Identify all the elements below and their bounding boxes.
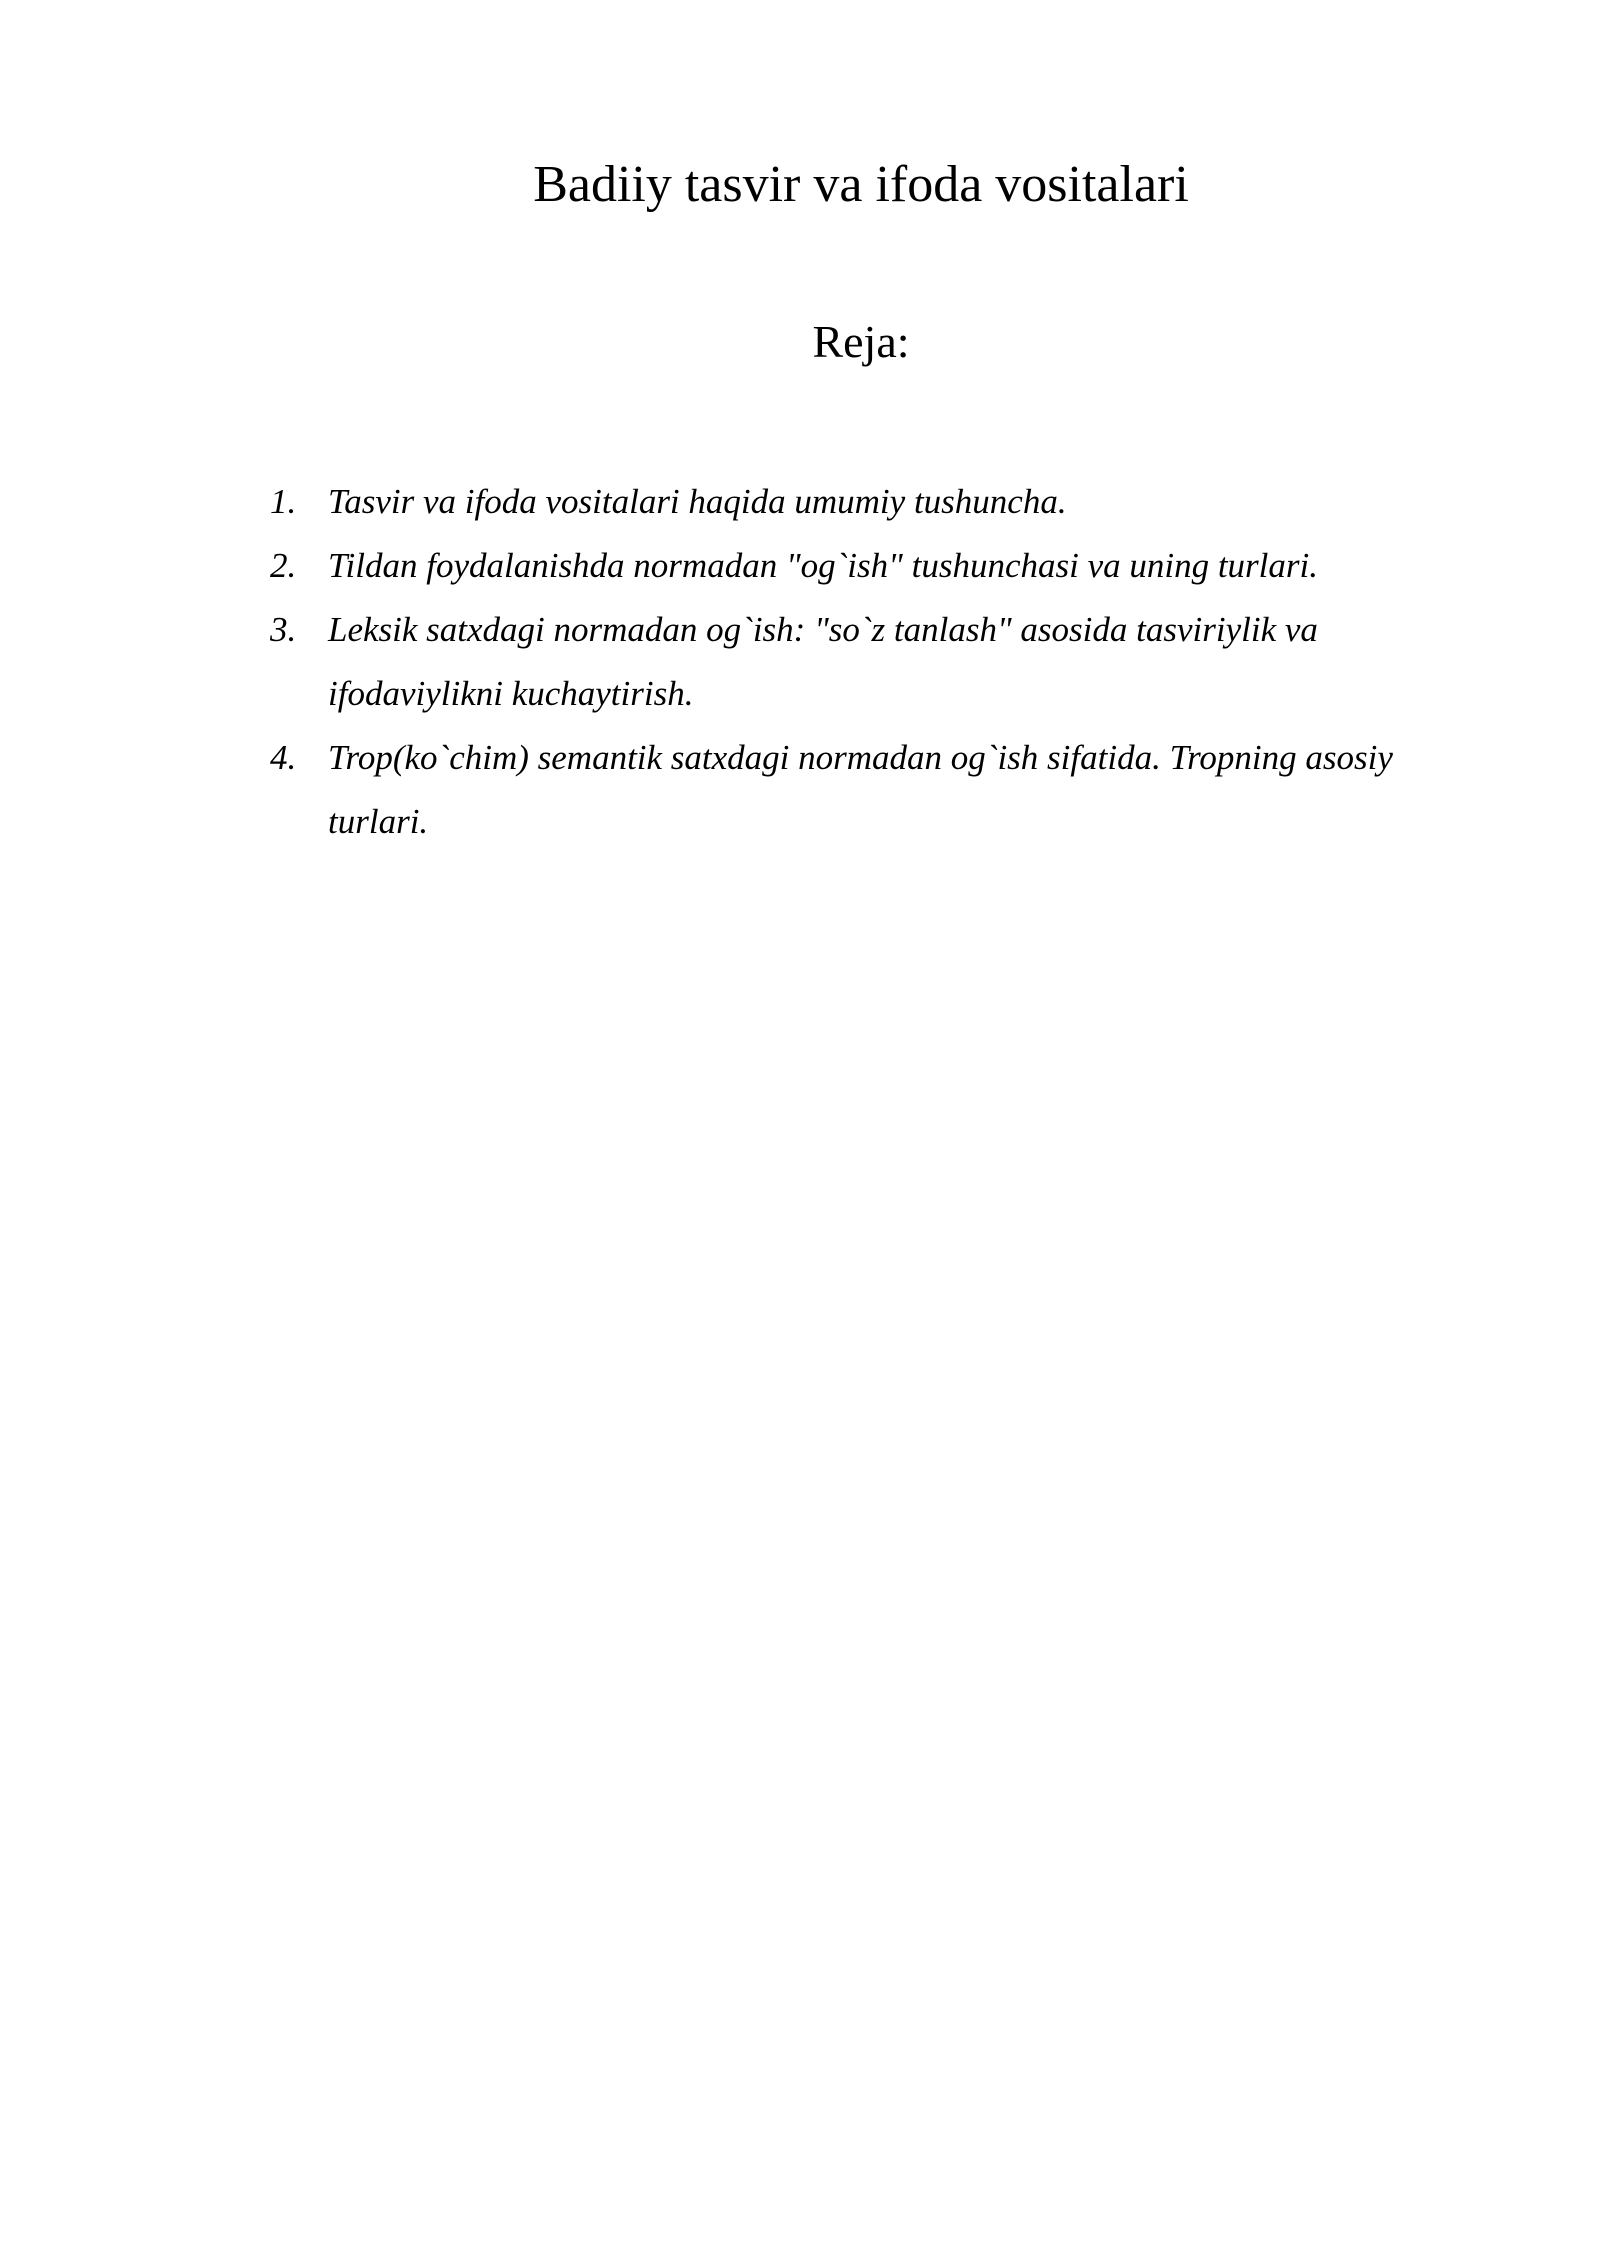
list-item-text: Leksik satxdagi normadan og`ish: "so`z tanlash" asosida tasviriylik va ifodaviylikni kuchaytirish.: [328, 610, 1318, 713]
plan-list: [270, 470, 1500, 854]
list-item-number: 1.: [270, 482, 297, 521]
list-item: [270, 726, 1500, 854]
list-item-text: Trop(ko`chim) semantik satxdagi normadan og`ish sifatida. Tropning asosiy turlari.: [328, 738, 1393, 841]
list-item: [270, 534, 1500, 598]
list-item-number: 3.: [270, 610, 297, 649]
document-title: Badiiy tasvir va ifoda vositalari: [533, 156, 1189, 213]
list-item-number: 2.: [270, 546, 297, 585]
plan-heading: Reja:: [812, 316, 910, 367]
list-item-text: Tildan foydalanishda normadan "og`ish" tushunchasi va uning turlari.: [328, 546, 1318, 585]
list-item: [270, 470, 1500, 534]
list-item: [270, 598, 1500, 726]
list-item-text: Tasvir va ifoda vositalari haqida umumiy tushuncha.: [328, 482, 1067, 521]
list-item-number: 4.: [270, 738, 297, 777]
